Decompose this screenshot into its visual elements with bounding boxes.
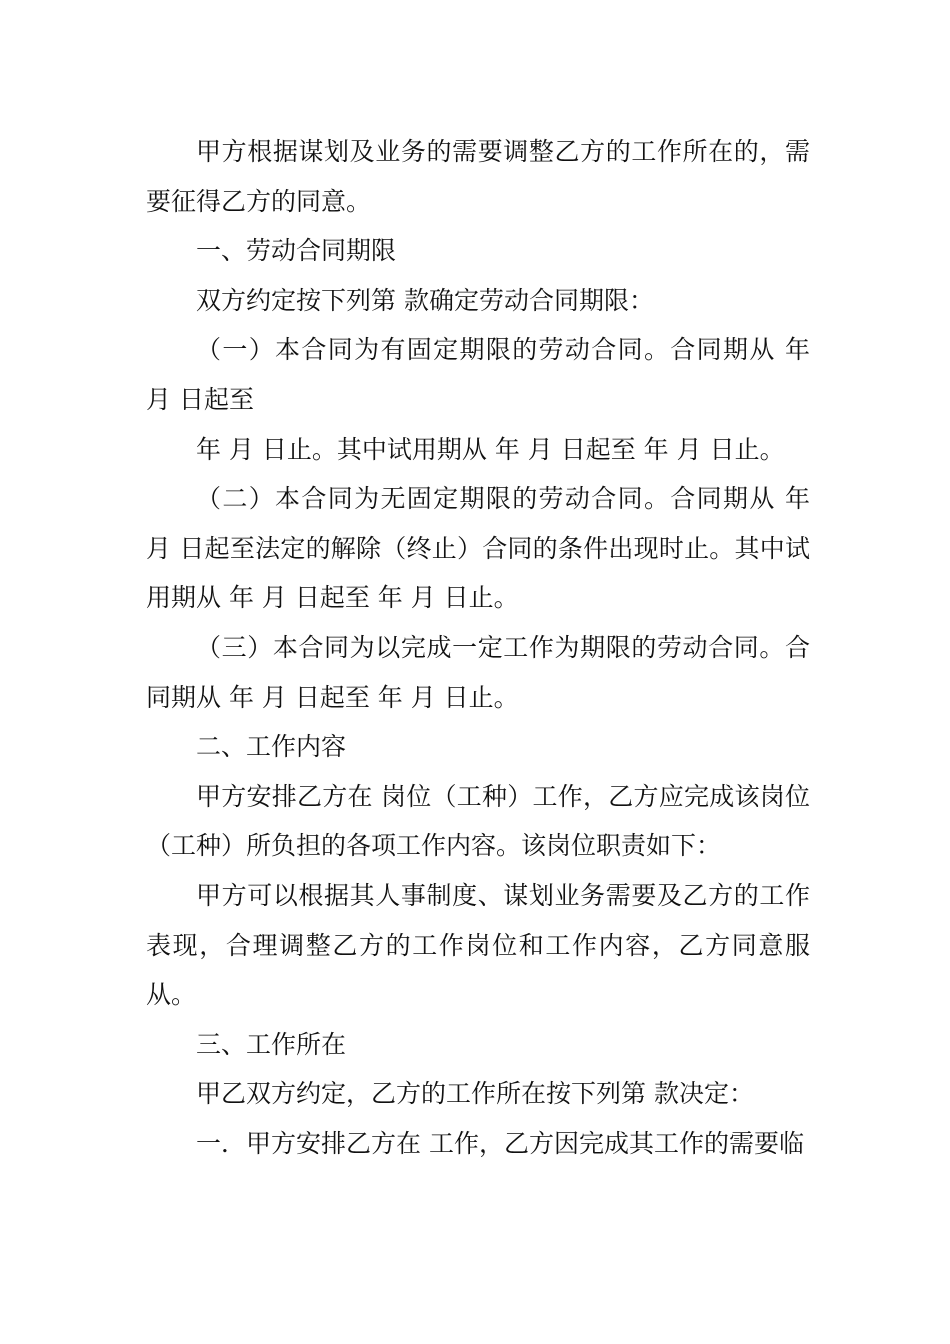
paragraph-term-choice: 双方约定按下列第 款确定劳动合同期限： [196, 285, 654, 315]
paragraph-location-consent: 甲方根据谋划及业务的需要调整乙方的工作所在的，需要征得乙方的同意。 [146, 137, 810, 216]
paragraph-post-adjustment: 甲方可以根据其人事制度、谋划业务需要及乙方的工作表现，合理调整乙方的工作岗位和工作内容，乙方同意服从。 [146, 880, 810, 1010]
paragraph-fixed-term-end: 年 月 日止。其中试用期从 年 月 日起至 年 月 日止。 [196, 434, 785, 464]
paragraph-open-term: （二）本合同为无固定期限的劳动合同。合同期从 年 月 日起至法定的解除（终止）合同的条件出现时止。其中试用期从 年 月 日起至 年 月 日止。 [146, 484, 810, 613]
heading-work-content: 二、工作内容 [196, 732, 347, 762]
paragraph-post-assignment: 甲方安排乙方在 岗位（工种）工作，乙方应完成该岗位（工种）所负担的各项工作内容。该岗位职责如下： [146, 781, 810, 861]
heading-contract-term: 一、劳动合同期限 [196, 236, 397, 266]
paragraph-fixed-term: （一）本合同为有固定期限的劳动合同。合同期从 年 月 日起至 [146, 335, 810, 414]
paragraph-location-choice: 甲乙双方约定，乙方的工作所在按下列第 款决定： [196, 1079, 754, 1109]
paragraph-task-term: （三）本合同为以完成一定工作为期限的劳动合同。合同期从 年 月 日起至 年 月 日止。 [146, 632, 810, 712]
paragraph-location-clause-one: 一．甲方安排乙方在 工作，乙方因完成其工作的需要临 [196, 1128, 804, 1158]
document-body [146, 127, 810, 1168]
heading-work-location: 三、工作所在 [196, 1029, 347, 1059]
